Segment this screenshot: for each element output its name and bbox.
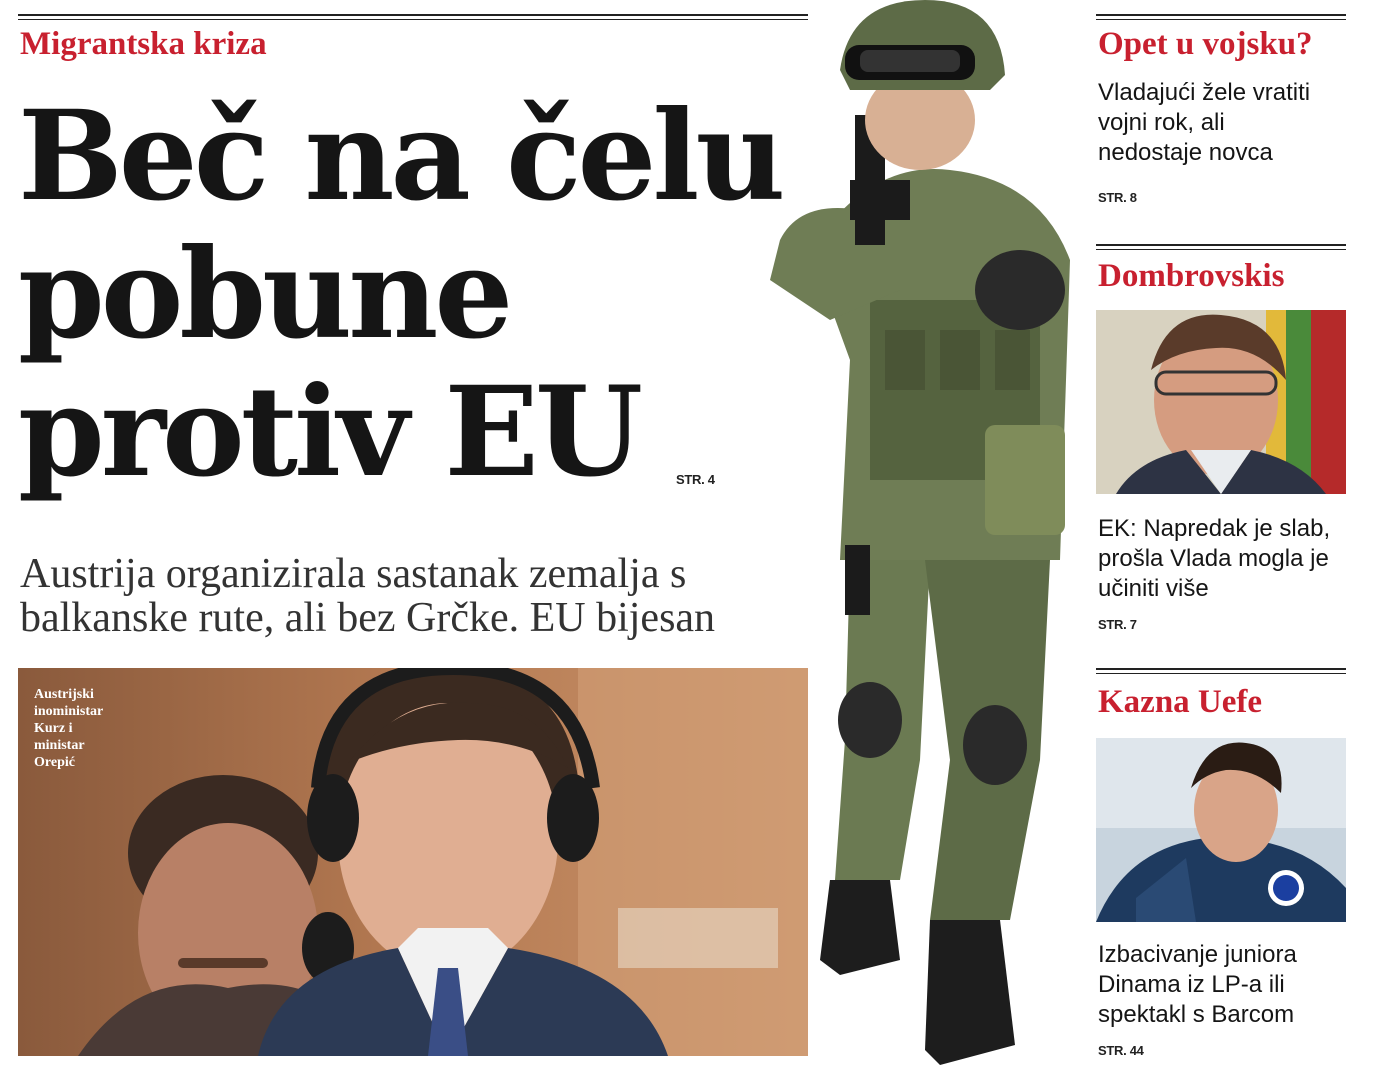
- sidebar-page-ref-2: STR. 7: [1098, 617, 1137, 632]
- headline-line-2: pobune: [18, 222, 510, 367]
- sidebar-rule-2: [1096, 244, 1346, 250]
- caption-line: Orepić: [34, 755, 75, 770]
- uefa-photo[interactable]: [1096, 738, 1346, 922]
- sidebar-rule-3: [1096, 668, 1346, 674]
- sidebar-kicker-2[interactable]: Dombrovskis: [1098, 258, 1285, 294]
- soldier-illustration: [750, 0, 1090, 1080]
- top-rule-main: [18, 14, 808, 20]
- sidebar-text-1: Vladajući žele vratiti vojni rok, ali nedostaje novca: [1098, 79, 1311, 166]
- caption-line: Kurz i: [34, 721, 73, 736]
- headline-line-3: protiv EU: [18, 360, 639, 505]
- main-photo-illustration: [18, 668, 808, 1056]
- soldier-cutout: [750, 0, 1090, 1080]
- sidebar-kicker-1[interactable]: Opet u vojsku?: [1098, 26, 1313, 62]
- main-deck: Austrija organizirala sastanak zemalja s balkanske rute, ali bez Grčke. EU bijesan: [20, 551, 716, 641]
- top-rule-sidebar: [1096, 14, 1346, 20]
- sidebar-kicker-3[interactable]: Kazna Uefe: [1098, 684, 1263, 720]
- caption-line: ministar: [34, 738, 85, 753]
- sidebar-page-ref-3: STR. 44: [1098, 1043, 1144, 1058]
- main-headline[interactable]: [18, 84, 798, 505]
- photo-caption: [34, 686, 103, 771]
- caption-line: inoministar: [34, 704, 104, 719]
- dombrovskis-photo[interactable]: [1096, 310, 1346, 494]
- uefa-illustration: [1096, 738, 1346, 922]
- sidebar-page-ref-1: STR. 8: [1098, 190, 1137, 205]
- main-photo[interactable]: [18, 668, 808, 1056]
- headline-line-1: Beč na čelu: [18, 84, 782, 229]
- sidebar-text-3: Izbacivanje juniora Dinama iz LP-a ili spektakl s Barcom: [1098, 941, 1297, 1028]
- sidebar-text-2: EK: Napredak je slab, prošla Vlada mogla je učiniti više: [1098, 515, 1331, 602]
- caption-line: Austrijski: [34, 687, 94, 702]
- main-kicker[interactable]: Migrantska kriza: [20, 26, 267, 62]
- dombrovskis-illustration: [1096, 310, 1346, 494]
- main-page-ref: STR. 4: [676, 472, 715, 487]
